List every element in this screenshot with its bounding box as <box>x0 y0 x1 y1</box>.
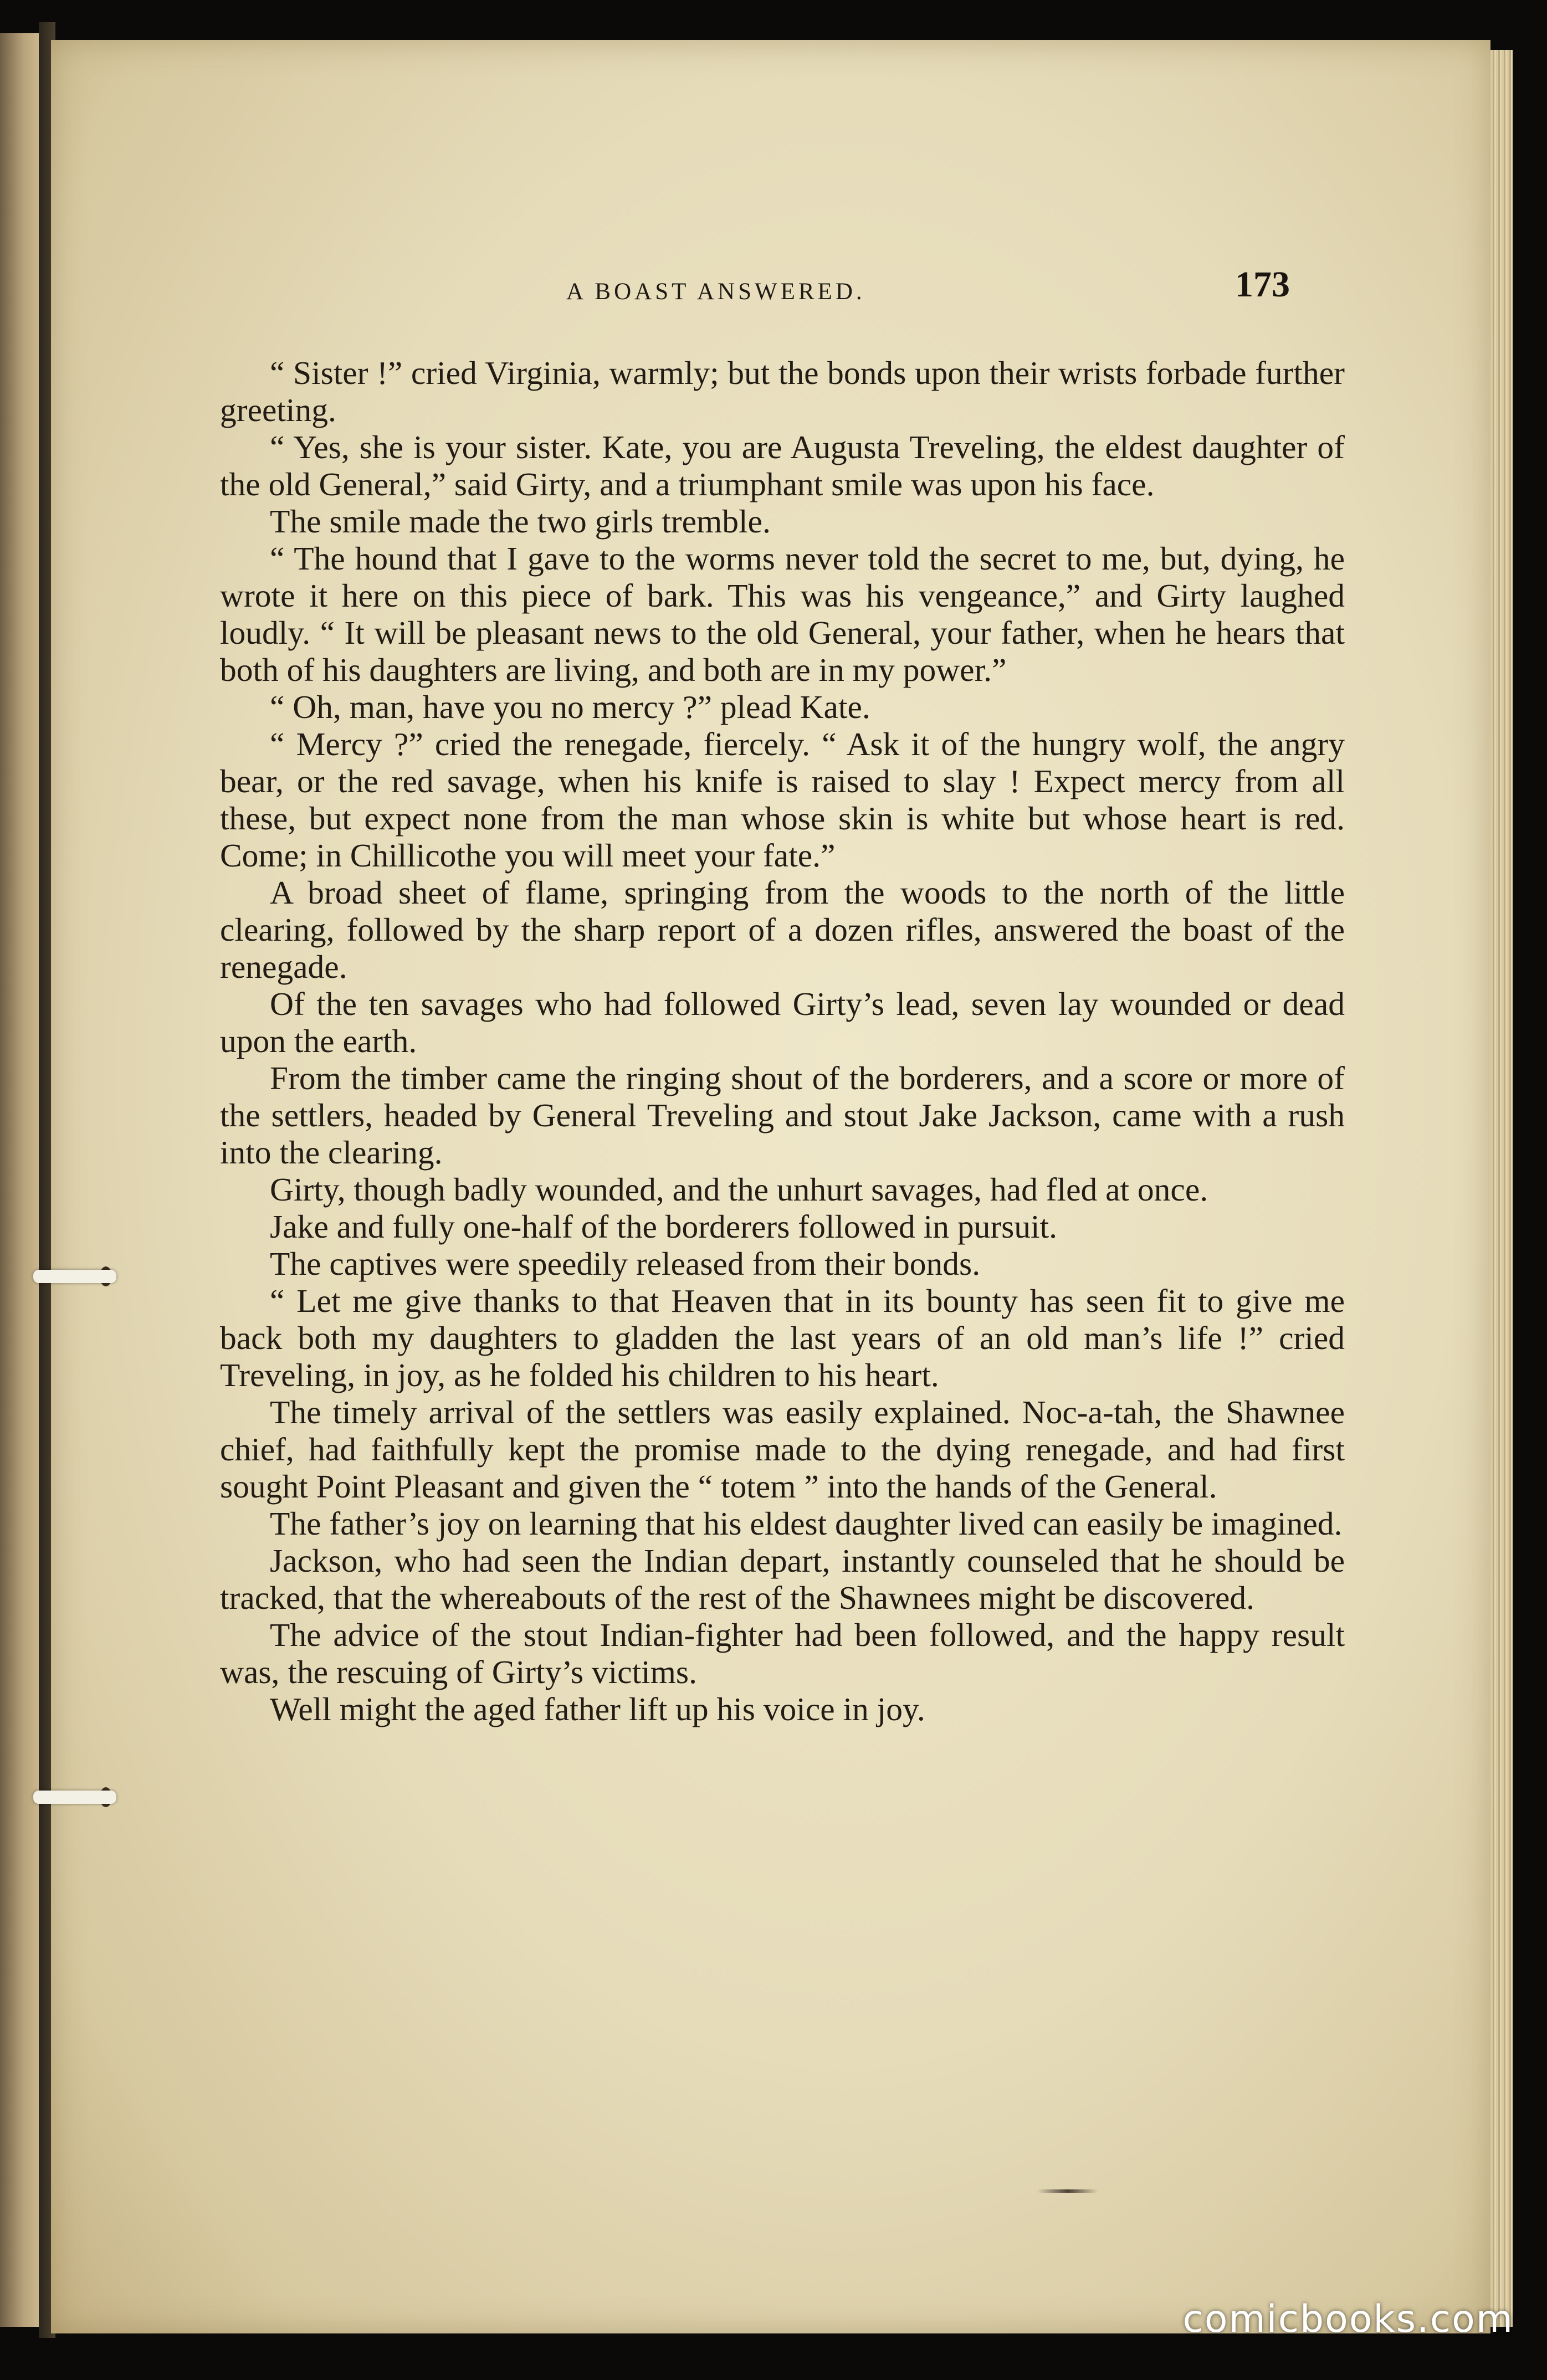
end-ornament <box>1037 2189 1098 2193</box>
paragraph: The timely arrival of the settlers was easily explained. Noc-a-tah, the Shawnee chief, had faithfully kept the promise made to the dying renegade, and had first sought Point Pleasant and given the “ totem ” into the hands of the General. <box>220 1394 1345 1505</box>
paragraph: A broad sheet of flame, springing from the woods to the north of the little clearing, followed by the sharp report of a dozen rifles, answered the boast of the renegade. <box>220 874 1345 985</box>
paragraph: Well might the aged father lift up his voice in joy. <box>270 1691 925 1727</box>
facing-page-edge <box>0 33 39 2327</box>
body-text <box>220 355 1345 1728</box>
paragraph: “ Sister !” cried Virginia, warmly; but the bonds upon their wrists forbade further greeting. <box>220 355 1345 428</box>
page-stack-edge <box>1490 50 1513 2327</box>
binding-string <box>33 1791 116 1804</box>
paragraph: The father’s joy on learning that his eldest daughter lived can easily be imagined. <box>270 1505 1343 1542</box>
paragraph: “ The hound that I gave to the worms never told the secret to me, but, dying, he wrote it here on this piece of bark. This was his vengeance,” and Girty laughed loudly. “ It will be pleasant news to the old General, your father, when he hears that both of his daughters are living, and both are in my power.” <box>220 540 1345 688</box>
page-number: 173 <box>1235 264 1290 305</box>
paragraph: “ Yes, she is your sister. Kate, you are Augusta Treveling, the eldest daughter of the old General,” said Girty, and a triumphant smile was upon his face. <box>220 429 1345 502</box>
paragraph: “ Let me give thanks to that Heaven that in its bounty has seen fit to give me back both my daughters to gladden the last years of an old man’s life !” cried Treveling, in joy, as he folded his children to his heart. <box>220 1283 1345 1393</box>
page-header <box>51 234 1490 311</box>
running-head: A BOAST ANSWERED. <box>566 279 865 305</box>
paragraph: The advice of the stout Indian-fighter had been followed, and the happy result was, the rescuing of Girty’s victims. <box>220 1617 1345 1690</box>
paragraph: From the timber came the ringing shout of the borderers, and a score or more of the settlers, headed by General Treveling and stout Jake Jackson, came with a rush into the clearing. <box>220 1060 1345 1171</box>
paragraph: The captives were speedily released from their bonds. <box>270 1245 981 1282</box>
paragraph: Of the ten savages who had followed Girty’s lead, seven lay wounded or dead upon the earth. <box>220 986 1345 1059</box>
paragraph: Jackson, who had seen the Indian depart, instantly counseled that he should be tracked, that the whereabouts of the rest of the Shawnees might be discovered. <box>220 1542 1345 1616</box>
watermark: comicbooks.com <box>1182 2297 1514 2341</box>
binding-string <box>33 1270 116 1283</box>
paragraph: Jake and fully one-half of the borderers followed in pursuit. <box>270 1208 1057 1245</box>
paragraph: Girty, though badly wounded, and the unhurt savages, had fled at once. <box>270 1171 1208 1208</box>
paragraph: “ Oh, man, have you no mercy ?” plead Kate. <box>270 689 870 725</box>
paragraph: The smile made the two girls tremble. <box>270 503 771 540</box>
paragraph: “ Mercy ?” cried the renegade, fiercely. “ Ask it of the hungry wolf, the angry bear, or the red savage, when his knife is raised to slay ! Expect mercy from all these, but expect none from the man whose skin is white but whose heart is red. Come; in Chillicothe you will meet your fate.” <box>220 726 1345 874</box>
page <box>51 40 1490 2333</box>
